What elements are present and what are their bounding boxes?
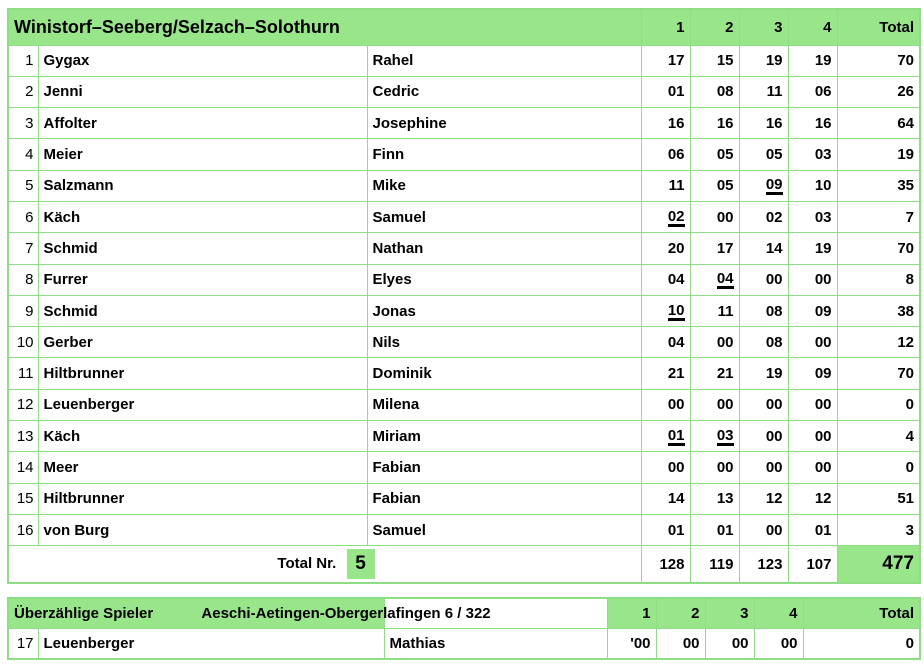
score-3 — [739, 45, 788, 76]
score-2 — [690, 327, 739, 358]
sum-1: 128 — [641, 546, 690, 583]
score-3 — [739, 483, 788, 514]
score-3 — [739, 452, 788, 483]
score-value: 06 — [667, 146, 685, 164]
score-3 — [739, 76, 788, 107]
score-value: 00 — [716, 333, 734, 351]
score-value: 16 — [765, 114, 783, 132]
score-4 — [788, 358, 837, 389]
row-total: 4 — [837, 421, 920, 452]
score-2 — [690, 389, 739, 420]
row-number: 15 — [8, 483, 38, 514]
row-number: 10 — [8, 327, 38, 358]
last-name: Käch — [38, 201, 367, 232]
score-value: 00 — [667, 459, 685, 476]
first-name: Elyes — [367, 264, 641, 295]
first-name: Mathias — [384, 628, 607, 659]
score-value: 13 — [716, 490, 734, 508]
extra-team: Aeschi-Aetingen-Obergerlafingen 6 / 322 — [201, 604, 491, 622]
score-value: 03 — [716, 426, 734, 444]
score-value: 01 — [716, 521, 734, 539]
row-total: 70 — [837, 233, 920, 264]
score-2 — [690, 201, 739, 232]
score-value: 11 — [717, 302, 734, 320]
score-value: 16 — [667, 114, 685, 132]
grand-total: 477 — [837, 546, 920, 583]
score-2 — [690, 170, 739, 201]
row-total: 38 — [837, 295, 920, 326]
score-1 — [641, 264, 690, 295]
score-4 — [788, 389, 837, 420]
col-header-3: 3 — [739, 9, 788, 45]
last-name: Salzmann — [38, 170, 367, 201]
extra-player-rows — [8, 628, 920, 659]
score-value: 01 — [667, 426, 685, 444]
score-2 — [690, 514, 739, 545]
score-4 — [788, 421, 837, 452]
score-value: 19 — [814, 52, 832, 70]
row-total: 35 — [837, 170, 920, 201]
row-number: 17 — [8, 628, 38, 659]
score-value: 19 — [765, 52, 783, 70]
row-total: 70 — [837, 45, 920, 76]
score-2 — [690, 295, 739, 326]
row-total: 0 — [803, 628, 920, 659]
extra-players-table — [7, 597, 921, 660]
extra-title — [8, 598, 491, 628]
row-total: 70 — [837, 358, 920, 389]
first-name: Dominik — [367, 358, 641, 389]
table-row — [8, 264, 920, 295]
last-name: von Burg — [38, 514, 367, 545]
score-4 — [788, 233, 837, 264]
total-nr-label: Total Nr. — [277, 554, 337, 572]
first-name: Samuel — [367, 201, 641, 232]
score-3 — [739, 201, 788, 232]
row-total: 51 — [837, 483, 920, 514]
extra-col-header-4: 4 — [754, 598, 803, 628]
first-name: Samuel — [367, 514, 641, 545]
row-number: 3 — [8, 108, 38, 139]
score-value: 05 — [765, 146, 783, 164]
row-total: 3 — [837, 514, 920, 545]
row-number: 11 — [8, 358, 38, 389]
score-value: 11 — [668, 177, 685, 195]
score-3 — [705, 628, 754, 659]
score-4 — [788, 483, 837, 514]
player-rows — [8, 45, 920, 546]
score-3 — [739, 295, 788, 326]
table-row — [8, 170, 920, 201]
row-number: 4 — [8, 139, 38, 170]
first-name: Fabian — [367, 483, 641, 514]
table-row — [8, 76, 920, 107]
score-value: 00 — [814, 427, 832, 445]
score-value: 12 — [765, 490, 783, 508]
score-value: 21 — [667, 365, 685, 383]
score-1 — [641, 295, 690, 326]
score-value: 00 — [765, 521, 783, 539]
score-value: 00 — [765, 427, 783, 445]
score-4 — [788, 327, 837, 358]
row-total: 8 — [837, 264, 920, 295]
row-number: 14 — [8, 452, 38, 483]
last-name: Gerber — [38, 327, 367, 358]
score-value: '00 — [630, 634, 651, 652]
extra-col-header-total: Total — [803, 598, 920, 628]
row-number: 9 — [8, 295, 38, 326]
last-name: Leuenberger — [38, 389, 367, 420]
row-total: 12 — [837, 327, 920, 358]
score-value: 14 — [765, 239, 783, 257]
first-name: Cedric — [367, 76, 641, 107]
first-name: Mike — [367, 170, 641, 201]
table-header-row — [8, 9, 920, 45]
score-2 — [690, 264, 739, 295]
score-1 — [641, 514, 690, 545]
score-4 — [788, 295, 837, 326]
score-1 — [641, 389, 690, 420]
score-4 — [754, 628, 803, 659]
col-header-2: 2 — [690, 9, 739, 45]
score-2 — [690, 76, 739, 107]
score-value: 00 — [716, 208, 734, 226]
table-row — [8, 108, 920, 139]
total-nr-value: 5 — [347, 549, 375, 579]
row-total: 26 — [837, 76, 920, 107]
score-1 — [641, 483, 690, 514]
row-number: 13 — [8, 421, 38, 452]
score-value: 16 — [716, 114, 734, 132]
score-value: 01 — [667, 83, 685, 101]
last-name: Furrer — [38, 264, 367, 295]
score-value: 17 — [667, 52, 685, 70]
row-number: 1 — [8, 45, 38, 76]
score-value: 00 — [765, 396, 783, 414]
score-value: 02 — [667, 207, 685, 225]
score-value: 04 — [667, 333, 685, 351]
col-header-total: Total — [837, 9, 920, 45]
score-2 — [690, 421, 739, 452]
first-name: Josephine — [367, 108, 641, 139]
score-value: 10 — [814, 177, 832, 195]
sum-3: 123 — [739, 546, 788, 583]
table-row — [8, 327, 920, 358]
score-value: 08 — [765, 302, 783, 320]
score-value: 00 — [814, 271, 832, 289]
score-value: 09 — [765, 176, 783, 194]
first-name: Rahel — [367, 45, 641, 76]
team-results-table — [7, 8, 921, 584]
score-4 — [788, 201, 837, 232]
last-name: Leuenberger — [38, 628, 384, 659]
score-1 — [641, 452, 690, 483]
first-name: Nils — [367, 327, 641, 358]
row-number: 16 — [8, 514, 38, 545]
score-value: 08 — [765, 333, 783, 351]
row-number: 8 — [8, 264, 38, 295]
score-4 — [788, 170, 837, 201]
score-1 — [641, 170, 690, 201]
last-name: Käch — [38, 421, 367, 452]
score-value: 19 — [814, 239, 832, 257]
score-value: 01 — [814, 521, 832, 539]
table-row — [8, 139, 920, 170]
last-name: Jenni — [38, 76, 367, 107]
score-3 — [739, 108, 788, 139]
score-3 — [739, 139, 788, 170]
table-row — [8, 421, 920, 452]
score-value: 19 — [765, 365, 783, 383]
last-name: Meier — [38, 139, 367, 170]
last-name: Hiltbrunner — [38, 358, 367, 389]
extra-col-header-1: 1 — [607, 598, 656, 628]
score-value: 00 — [814, 333, 832, 351]
score-4 — [788, 139, 837, 170]
first-name: Milena — [367, 389, 641, 420]
score-1 — [641, 421, 690, 452]
col-header-4: 4 — [788, 9, 837, 45]
sum-4: 107 — [788, 546, 837, 583]
row-number: 7 — [8, 233, 38, 264]
score-value: 06 — [814, 83, 832, 101]
score-1 — [641, 233, 690, 264]
score-3 — [739, 264, 788, 295]
score-value: 03 — [814, 208, 832, 226]
score-1 — [641, 201, 690, 232]
score-value: 21 — [716, 365, 734, 383]
score-2 — [690, 233, 739, 264]
row-number: 5 — [8, 170, 38, 201]
score-2 — [656, 628, 705, 659]
score-1 — [641, 108, 690, 139]
score-value: 20 — [667, 239, 685, 257]
score-value: 00 — [780, 634, 798, 652]
score-4 — [788, 108, 837, 139]
score-2 — [690, 139, 739, 170]
score-value: 00 — [765, 459, 783, 476]
row-total: 7 — [837, 201, 920, 232]
score-3 — [739, 327, 788, 358]
first-name: Finn — [367, 139, 641, 170]
last-name: Affolter — [38, 108, 367, 139]
total-nr-cell — [8, 546, 641, 583]
table-row — [8, 514, 920, 545]
score-4 — [788, 76, 837, 107]
first-name: Miriam — [367, 421, 641, 452]
table-row — [8, 45, 920, 76]
score-2 — [690, 358, 739, 389]
score-3 — [739, 389, 788, 420]
score-value: 08 — [716, 83, 734, 101]
score-2 — [690, 45, 739, 76]
score-1 — [641, 139, 690, 170]
score-1 — [641, 45, 690, 76]
score-value: 09 — [814, 365, 832, 383]
last-name: Meer — [38, 452, 367, 483]
score-value: 04 — [716, 270, 734, 288]
score-value: 12 — [814, 490, 832, 508]
first-name: Jonas — [367, 295, 641, 326]
last-name: Gygax — [38, 45, 367, 76]
row-total: 0 — [837, 389, 920, 420]
first-name: Fabian — [367, 452, 641, 483]
score-value: 00 — [716, 396, 734, 414]
score-2 — [690, 452, 739, 483]
row-total: 64 — [837, 108, 920, 139]
row-total: 0 — [837, 452, 920, 483]
team-title: Winistorf–Seeberg/Selzach–Solothurn — [8, 9, 641, 45]
score-1 — [607, 628, 656, 659]
row-number: 12 — [8, 389, 38, 420]
score-value: 10 — [667, 301, 685, 319]
last-name: Hiltbrunner — [38, 483, 367, 514]
score-3 — [739, 421, 788, 452]
score-value: 15 — [716, 52, 734, 70]
score-3 — [739, 170, 788, 201]
score-value: 11 — [766, 83, 783, 101]
score-1 — [641, 327, 690, 358]
table-row — [8, 483, 920, 514]
score-2 — [690, 108, 739, 139]
extra-header-row — [8, 598, 920, 628]
table-row — [8, 295, 920, 326]
extra-col-header-3: 3 — [705, 598, 754, 628]
last-name: Schmid — [38, 295, 367, 326]
score-3 — [739, 514, 788, 545]
row-total: 19 — [837, 139, 920, 170]
score-value: 00 — [731, 634, 749, 652]
score-value: 00 — [765, 271, 783, 289]
score-1 — [641, 358, 690, 389]
score-value: 00 — [716, 459, 734, 476]
score-3 — [739, 233, 788, 264]
score-4 — [788, 514, 837, 545]
score-value: 05 — [716, 177, 734, 195]
extra-col-header-2: 2 — [656, 598, 705, 628]
table-row — [8, 201, 920, 232]
score-value: 05 — [716, 146, 734, 164]
score-3 — [739, 358, 788, 389]
row-number: 2 — [8, 76, 38, 107]
score-value: 04 — [667, 271, 685, 289]
table-row — [8, 389, 920, 420]
totals-row — [8, 546, 920, 583]
score-value: 02 — [765, 208, 783, 226]
extra-title-text: Überzählige Spieler — [14, 604, 154, 622]
table-row — [8, 358, 920, 389]
score-value: 03 — [814, 146, 832, 164]
score-value: 01 — [667, 521, 685, 539]
first-name: Nathan — [367, 233, 641, 264]
score-value: 00 — [667, 396, 685, 414]
score-4 — [788, 264, 837, 295]
table-row — [8, 233, 920, 264]
score-2 — [690, 483, 739, 514]
score-value: 09 — [814, 302, 832, 320]
score-value: 00 — [814, 459, 832, 476]
score-4 — [788, 45, 837, 76]
score-value: 00 — [814, 396, 832, 414]
last-name: Schmid — [38, 233, 367, 264]
score-1 — [641, 76, 690, 107]
score-value: 00 — [682, 634, 700, 652]
col-header-1: 1 — [641, 9, 690, 45]
table-row — [8, 452, 920, 483]
score-4 — [788, 452, 837, 483]
row-number: 6 — [8, 201, 38, 232]
sum-2: 119 — [690, 546, 739, 583]
table-row — [8, 628, 920, 659]
score-value: 17 — [716, 239, 734, 257]
score-value: 14 — [667, 490, 685, 508]
score-value: 16 — [814, 114, 832, 132]
